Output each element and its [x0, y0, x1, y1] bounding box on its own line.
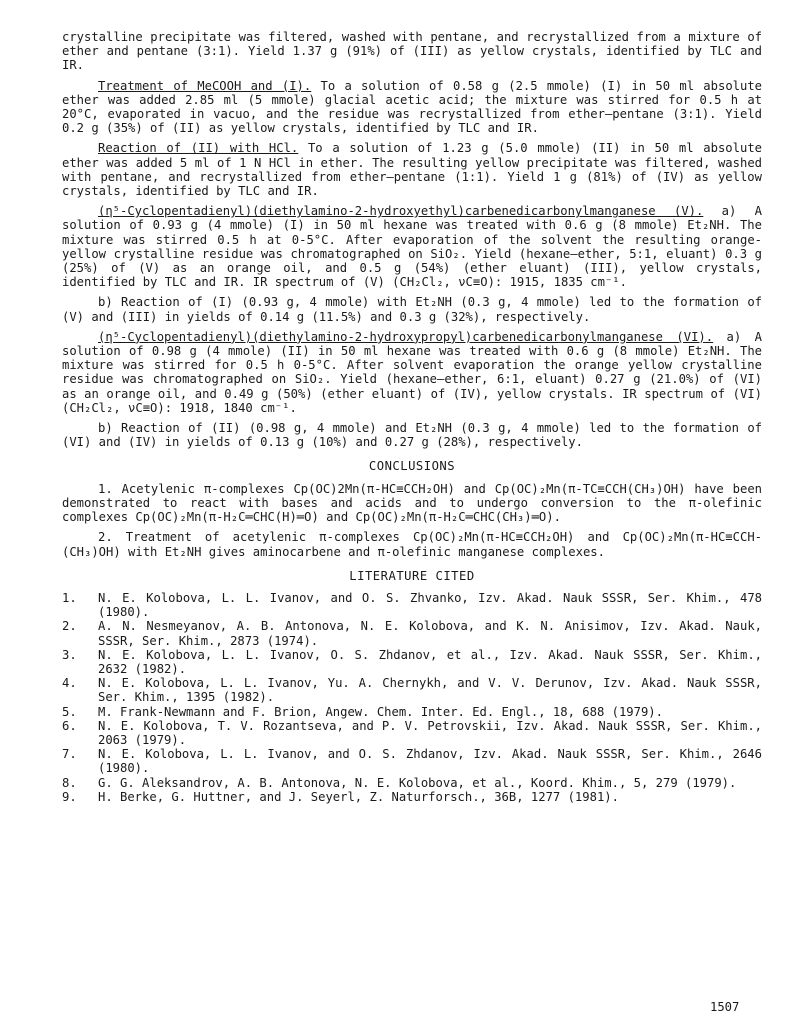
reference-item [62, 776, 762, 790]
reference-item [62, 719, 762, 747]
paragraph-body-mecooh: To a solution of 0.58 g (2.5 mmole) (I) in 50 ml absolute ether was added 2.85 ml (5 mmole) glacial acetic acid; the mixture was stirred for 0.5 h at 20°C, evaporated in vacuo, and the residue was recrystallized from ether–pentane (3:1). Yield 0.2 g (35%) of (II) as yellow crystals, identified by TLC and IR. [62, 78, 763, 136]
paragraph-hcl-reaction [62, 141, 762, 198]
paragraph-continuation: crystalline precipitate was filtered, washed with pentane, and recrystallized from a mixture of ether and pentane (3:1). Yield 1.37 g (91%) of (III) as yellow crystals, identified by TLC and IR. [62, 30, 762, 73]
section-title-hcl: Reaction of (II) with HCl. [98, 141, 299, 156]
reference-item [62, 747, 762, 775]
reference-number: 8. [62, 775, 77, 790]
page-number: 1507 [710, 1000, 740, 1014]
reference-text: A. N. Nesmeyanov, A. B. Antonova, N. E. Kolobova, and K. N. Anisimov, Izv. Akad. Nauk, SSSR, Ser. Khim., 2873 (1974). [98, 619, 762, 648]
section-title-compound-vi: (η⁵-Cyclopentadienyl)(diethylamino-2-hydroxypropyl)carbenedicarbonylmanganese (VI). [98, 329, 714, 344]
reference-number: 3. [62, 647, 77, 662]
reference-text: N. E. Kolobova, L. L. Ivanov, O. S. Zhdanov, et al., Izv. Akad. Nauk SSSR, Ser. Khim., 2632 (1982). [98, 647, 762, 676]
conclusion-1: 1. Acetylenic π-complexes Cp(OC)2Mn(π-HC≡CCH₂OH) and Cp(OC)₂Mn(π-TC≡CCH(CH₃)OH) have been demonstrated to react with bases and acids and to undergo conversion to the π-olefinic complexes Cp(OC)₂Mn(π-H₂C═CHC(H)═O) and Cp(OC)₂Mn(π-H₂C═CHC(CH₃)═O). [62, 481, 762, 525]
literature-heading: LITERATURE CITED [349, 568, 475, 583]
reference-item [62, 705, 762, 719]
reference-item [62, 648, 762, 676]
conclusion-2: 2. Treatment of acetylenic π-complexes Cp(OC)₂Mn(π-HC≡CCH₂OH) and Cp(OC)₂Mn(π-HC≡CCH-(CH₃)OH) with Et₂NH gives aminocarbene and π-olefinic manganese complexes. [62, 530, 762, 559]
conclusions-heading: CONCLUSIONS [368, 459, 456, 474]
reference-number: 1. [62, 590, 77, 605]
section-title-mecooh: Treatment of MeCOOH and (I). [98, 78, 312, 93]
reference-number: 6. [62, 718, 77, 733]
paragraph-body-compound-vi: a) A solution of 0.98 g (4 mmole) (II) in 50 ml hexane was treated with 0.6 g (8 mmole) Et₂NH. The mixture was stirred for 0.5 h 0-5°C. After solvent evaporation the orange yellow crystalline residue was chromatographed on SiO₂. Yield (hexane–ether, 6:1, eluant) 0.27 g (21.0%) of (VI) as an orange oil, and 0.49 g (50%) (ether eluant) of (IV), yellow crystals. IR spectrum of (VI) (CH₂Cl₂, νC≡O): 1918, 1840 cm⁻¹. [62, 329, 763, 415]
reference-list [62, 591, 762, 804]
paragraph-mecooh-treatment [62, 79, 762, 136]
reference-text: M. Frank-Newmann and F. Brion, Angew. Chem. Inter. Ed. Engl., 18, 688 (1979). [98, 704, 663, 719]
reference-text: G. G. Aleksandrov, A. B. Antonova, N. E. Kolobova, et al., Koord. Khim., 5, 279 (1979). [98, 775, 737, 790]
section-title-compound-v: (η⁵-Cyclopentadienyl)(diethylamino-2-hydroxyethyl)carbenedicarbonylmanganese (V). [98, 204, 704, 219]
paper-page [62, 30, 762, 804]
paragraph-body-compound-v: a) A solution of 0.93 g (4 mmole) (I) in 50 ml hexane was treated with 0.6 g (8 mmole) Et₂NH. The mixture was stirred 0.5 h at 0-5°C. After evaporation of the solvent the resulting orange-yellow crystalline residue was chromatographed on SiO₂. Yield (hexane–ether, 5:1, eluant) 0.3 g (25%) of (V) as an orange oil, and 0.5 g (54%) (ether eluant) (III), yellow crystals, identified by TLC and IR. IR spectrum of (V) (CH₂Cl₂, νC≡O): 1915, 1835 cm⁻¹. [62, 204, 762, 290]
reference-item [62, 676, 762, 704]
reference-text: H. Berke, G. Huttner, and J. Seyerl, Z. Naturforsch., 36B, 1277 (1981). [98, 789, 619, 804]
paragraph-body-hcl: To a solution of 1.23 g (5.0 mmole) (II) in 50 ml absolute ether was added 5 ml of 1 N HCl in ether. The resulting yellow precipitate was filtered, washed with pentane, and recrystallized from ether–pentane (1:1). Yield 1 g (81%) of (IV) as yellow crystals, identified by TLC and IR. [62, 141, 762, 199]
paragraph-compound-vi-b: b) Reaction of (II) (0.98 g, 4 mmole) and Et₂NH (0.3 g, 4 mmole) led to the formation of (VI) and (IV) in yields of 0.13 g (10%) and 0.27 g (28%), respectively. [62, 421, 762, 450]
reference-number: 2. [62, 619, 77, 634]
reference-item [62, 619, 762, 647]
reference-number: 7. [62, 747, 77, 762]
paragraph-compound-vi [62, 330, 762, 415]
reference-number: 9. [62, 789, 77, 804]
reference-text: N. E. Kolobova, T. V. Rozantseva, and P. V. Petrovskii, Izv. Akad. Nauk SSSR, Ser. Khim., 2063 (1979). [98, 718, 762, 747]
paragraph-compound-v [62, 204, 762, 289]
reference-item [62, 790, 762, 804]
reference-number: 4. [62, 676, 77, 691]
reference-text: N. E. Kolobova, L. L. Ivanov, Yu. A. Chernykh, and V. V. Derunov, Izv. Akad. Nauk SSSR, Ser. Khim., 1395 (1982). [98, 676, 762, 705]
reference-number: 5. [62, 704, 77, 719]
reference-text: N. E. Kolobova, L. L. Ivanov, and O. S. Zhvanko, Izv. Akad. Nauk SSSR, Ser. Khim., 478 (1980). [98, 590, 762, 620]
reference-item [62, 591, 762, 619]
paragraph-compound-v-b: b) Reaction of (I) (0.93 g, 4 mmole) with Et₂NH (0.3 g, 4 mmole) led to the formation of (V) and (III) in yields of 0.14 g (11.5%) and 0.3 g (32%), respectively. [62, 295, 762, 324]
reference-text: N. E. Kolobova, L. L. Ivanov, and O. S. Zhdanov, Izv. Akad. Nauk SSSR, Ser. Khim., 2646 (1980). [98, 747, 762, 776]
